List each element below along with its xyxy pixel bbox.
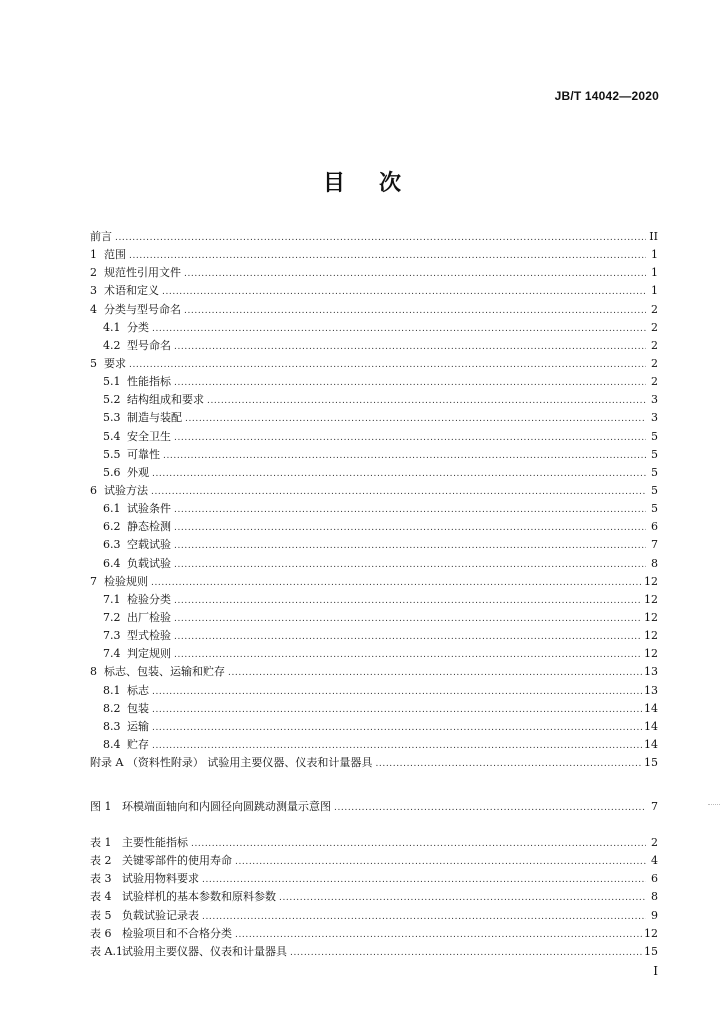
entry-page: 2 xyxy=(651,338,658,352)
entry-page: 3 xyxy=(651,411,658,425)
entry-page: 13 xyxy=(644,683,658,697)
dot-leader xyxy=(174,501,646,519)
entry-title: 制造与装配 xyxy=(127,411,182,425)
entry-number: 7 xyxy=(90,574,97,588)
toc-entry[interactable] xyxy=(90,428,658,446)
dot-leader xyxy=(290,944,642,962)
dot-leader xyxy=(235,853,646,871)
toc-entry[interactable] xyxy=(90,645,658,663)
entry-number: 5.2 xyxy=(103,393,121,407)
page-number: I xyxy=(653,964,658,978)
scan-artifact xyxy=(708,804,720,807)
entry-page: 2 xyxy=(651,320,658,334)
entry-page: 3 xyxy=(651,393,658,407)
entry-number: 4.1 xyxy=(103,320,121,334)
toc-entry[interactable] xyxy=(90,591,658,609)
entry-number: 8 xyxy=(90,665,97,679)
toc-entry[interactable] xyxy=(90,409,658,427)
entry-number: 7.1 xyxy=(103,592,121,606)
entry-number: 2 xyxy=(90,266,97,280)
toc-entry[interactable] xyxy=(90,518,658,536)
entry-page: 1 xyxy=(651,284,658,298)
entry-number: 表 5 xyxy=(90,908,112,922)
dot-leader xyxy=(235,926,642,944)
toc-entry[interactable] xyxy=(90,736,658,754)
dot-leader xyxy=(151,483,646,501)
entry-title: 运输 xyxy=(127,719,149,733)
entry-title: 判定规则 xyxy=(127,647,171,661)
entry-page: 14 xyxy=(644,737,658,751)
toc-entry[interactable] xyxy=(90,663,658,681)
dot-leader xyxy=(152,701,642,719)
dot-leader xyxy=(174,646,642,664)
toc-entry[interactable] xyxy=(90,627,658,645)
toc-entry[interactable] xyxy=(90,446,658,464)
entry-number: 5.6 xyxy=(103,465,121,479)
dot-leader xyxy=(174,519,646,537)
entry-title: 附录 A （资料性附录） 试验用主要仪器、仪表和计量器具 xyxy=(90,756,373,770)
toc-entry[interactable] xyxy=(90,482,658,500)
dot-leader xyxy=(228,664,642,682)
dot-leader xyxy=(334,799,646,817)
entry-title: 结构组成和要求 xyxy=(127,393,204,407)
entry-title: 负载试验 xyxy=(127,556,171,570)
entry-page: 1 xyxy=(651,248,658,262)
toc-entry[interactable] xyxy=(90,228,658,246)
entry-title: 外观 xyxy=(127,465,149,479)
entry-title: 分类 xyxy=(127,320,149,334)
dot-leader xyxy=(174,537,646,555)
toc-entry[interactable] xyxy=(90,246,658,264)
entry-number: 表 6 xyxy=(90,926,112,940)
entry-title: 试验方法 xyxy=(104,483,148,497)
entry-title: 术语和定义 xyxy=(104,284,159,298)
entry-title: 检验规则 xyxy=(104,574,148,588)
entry-number: 5.3 xyxy=(103,411,121,425)
dot-leader xyxy=(152,719,642,737)
entry-title: 检验分类 xyxy=(127,592,171,606)
entry-number: 表 A.1 xyxy=(90,944,123,958)
entry-number: 图 1 xyxy=(90,800,112,813)
page-title: 目次 xyxy=(322,171,435,196)
entry-title: 型号命名 xyxy=(127,338,171,352)
entry-title: 前言 xyxy=(90,230,112,243)
entry-page: 12 xyxy=(644,592,658,606)
entry-title: 规范性引用文件 xyxy=(104,266,181,280)
entry-title: 包装 xyxy=(127,701,149,715)
entry-title: 负载试验记录表 xyxy=(122,908,199,922)
toc-entry[interactable] xyxy=(90,391,658,409)
entry-page: 12 xyxy=(644,926,658,940)
dot-leader xyxy=(174,556,646,574)
toc-entry[interactable] xyxy=(90,609,658,627)
table-entry[interactable] xyxy=(90,907,658,925)
entry-page: 14 xyxy=(644,719,658,733)
entry-page: 15 xyxy=(644,756,658,770)
entry-number: 8.2 xyxy=(103,701,121,715)
entry-title: 主要性能指标 xyxy=(122,836,188,849)
entry-number: 5.1 xyxy=(103,375,121,389)
entry-title: 可靠性 xyxy=(127,447,160,461)
entry-number: 1 xyxy=(90,248,97,262)
entry-title: 试验样机的基本参数和原料参数 xyxy=(122,890,276,904)
dot-leader xyxy=(162,283,646,301)
entry-title: 标志、包装、运输和贮存 xyxy=(104,665,225,679)
entry-number: 5 xyxy=(90,356,97,370)
dot-leader xyxy=(152,737,642,755)
entry-number: 5.5 xyxy=(103,447,121,461)
figure-list xyxy=(90,798,658,816)
entry-title: 性能指标 xyxy=(127,375,171,389)
dot-leader xyxy=(184,302,646,320)
entry-title: 空载试验 xyxy=(127,538,171,552)
toc-entry[interactable] xyxy=(90,718,658,736)
toc-entry[interactable] xyxy=(90,754,658,772)
entry-number: 表 3 xyxy=(90,872,112,886)
entry-title: 检验项目和不合格分类 xyxy=(122,926,232,940)
entry-number: 3 xyxy=(90,284,97,298)
entry-number: 表 4 xyxy=(90,890,112,904)
figure-entry[interactable] xyxy=(90,798,658,816)
entry-title: 分类与型号命名 xyxy=(104,302,181,316)
entry-page: 2 xyxy=(651,356,658,370)
entry-title: 静态检测 xyxy=(127,520,171,534)
entry-number: 6.1 xyxy=(103,502,121,516)
dot-leader xyxy=(174,628,642,646)
entry-page: 13 xyxy=(644,665,658,679)
standard-code: JB/T 14042—2020 xyxy=(554,89,659,103)
entry-page: 5 xyxy=(651,447,658,461)
entry-number: 表 1 xyxy=(90,836,112,849)
table-entry[interactable] xyxy=(90,943,658,961)
entry-number: 7.3 xyxy=(103,629,121,643)
entry-page: 8 xyxy=(651,890,658,904)
entry-page: 12 xyxy=(644,574,658,588)
dot-leader xyxy=(152,465,646,483)
entry-page: 6 xyxy=(651,872,658,886)
entry-title: 安全卫生 xyxy=(127,429,171,443)
entry-page: 5 xyxy=(651,502,658,516)
entry-title: 出厂检验 xyxy=(127,610,171,624)
dot-leader xyxy=(174,374,646,392)
entry-page: 12 xyxy=(644,629,658,643)
entry-page: II xyxy=(649,230,658,243)
toc-entry[interactable] xyxy=(90,282,658,300)
entry-number: 4.2 xyxy=(103,338,121,352)
toc-entry[interactable] xyxy=(90,536,658,554)
entry-number: 7.2 xyxy=(103,610,121,624)
entry-number: 8.1 xyxy=(103,683,121,697)
entry-number: 6.3 xyxy=(103,538,121,552)
dot-leader xyxy=(174,592,642,610)
dot-leader xyxy=(174,338,646,356)
entry-page: 12 xyxy=(644,647,658,661)
entry-title: 范围 xyxy=(104,248,126,262)
dot-leader xyxy=(151,574,642,592)
dot-leader xyxy=(129,356,646,374)
entry-number: 8.4 xyxy=(103,737,121,751)
dot-leader xyxy=(375,755,642,773)
dot-leader xyxy=(207,392,646,410)
entry-number: 6.4 xyxy=(103,556,121,570)
dot-leader xyxy=(279,889,646,907)
toc-entry[interactable] xyxy=(90,301,658,319)
entry-page: 9 xyxy=(651,908,658,922)
toc-entry[interactable] xyxy=(90,355,658,373)
table-entry[interactable] xyxy=(90,888,658,906)
dot-leader xyxy=(163,447,646,465)
entry-page: 14 xyxy=(644,701,658,715)
entry-number: 5.4 xyxy=(103,429,121,443)
entry-number: 8.3 xyxy=(103,719,121,733)
entry-title: 试验用物料要求 xyxy=(122,872,199,886)
dot-leader xyxy=(202,871,646,889)
entry-page: 7 xyxy=(651,800,658,813)
entry-page: 4 xyxy=(651,854,658,868)
toc-entry[interactable] xyxy=(90,700,658,718)
dot-leader xyxy=(184,265,646,283)
dot-leader xyxy=(185,410,646,428)
entry-page: 2 xyxy=(651,836,658,849)
dot-leader xyxy=(152,683,642,701)
table-entry[interactable] xyxy=(90,870,658,888)
toc-entry[interactable] xyxy=(90,573,658,591)
entry-title: 型式检验 xyxy=(127,629,171,643)
toc-entry[interactable] xyxy=(90,464,658,482)
entry-page: 5 xyxy=(651,465,658,479)
dot-leader xyxy=(174,429,646,447)
dot-leader xyxy=(129,247,646,265)
table-entry[interactable] xyxy=(90,852,658,870)
toc-entry[interactable] xyxy=(90,264,658,282)
entry-page: 2 xyxy=(651,375,658,389)
toc-list xyxy=(90,228,658,772)
toc-entry[interactable] xyxy=(90,373,658,391)
entry-page: 6 xyxy=(651,520,658,534)
entry-number: 表 2 xyxy=(90,854,112,868)
toc-entry[interactable] xyxy=(90,682,658,700)
dot-leader xyxy=(115,229,646,247)
table-entry[interactable] xyxy=(90,925,658,943)
toc-entry[interactable] xyxy=(90,337,658,355)
entry-page: 1 xyxy=(651,266,658,280)
table-list xyxy=(90,834,658,961)
table-entry[interactable] xyxy=(90,834,658,852)
entry-page: 7 xyxy=(651,538,658,552)
dot-leader xyxy=(174,610,642,628)
entry-title: 试验用主要仪器、仪表和计量器具 xyxy=(122,944,287,958)
entry-number: 7.4 xyxy=(103,647,121,661)
entry-page: 2 xyxy=(651,302,658,316)
entry-title: 贮存 xyxy=(127,737,149,751)
toc-entry[interactable] xyxy=(90,500,658,518)
toc-entry[interactable] xyxy=(90,555,658,573)
entry-page: 8 xyxy=(651,556,658,570)
entry-title: 试验条件 xyxy=(127,502,171,516)
entry-number: 4 xyxy=(90,302,97,316)
entry-title: 标志 xyxy=(127,683,149,697)
entry-title: 关键零部件的使用寿命 xyxy=(122,854,232,868)
entry-page: 15 xyxy=(644,944,658,958)
entry-title: 要求 xyxy=(104,356,126,370)
entry-page: 5 xyxy=(651,429,658,443)
entry-number: 6.2 xyxy=(103,520,121,534)
entry-title: 环模端面轴向和内圆径向圆跳动测量示意图 xyxy=(122,800,331,813)
dot-leader xyxy=(152,320,646,338)
toc-entry[interactable] xyxy=(90,319,658,337)
entry-page: 5 xyxy=(651,483,658,497)
dot-leader xyxy=(191,835,646,853)
entry-page: 12 xyxy=(644,610,658,624)
dot-leader xyxy=(202,908,646,926)
entry-number: 6 xyxy=(90,483,97,497)
